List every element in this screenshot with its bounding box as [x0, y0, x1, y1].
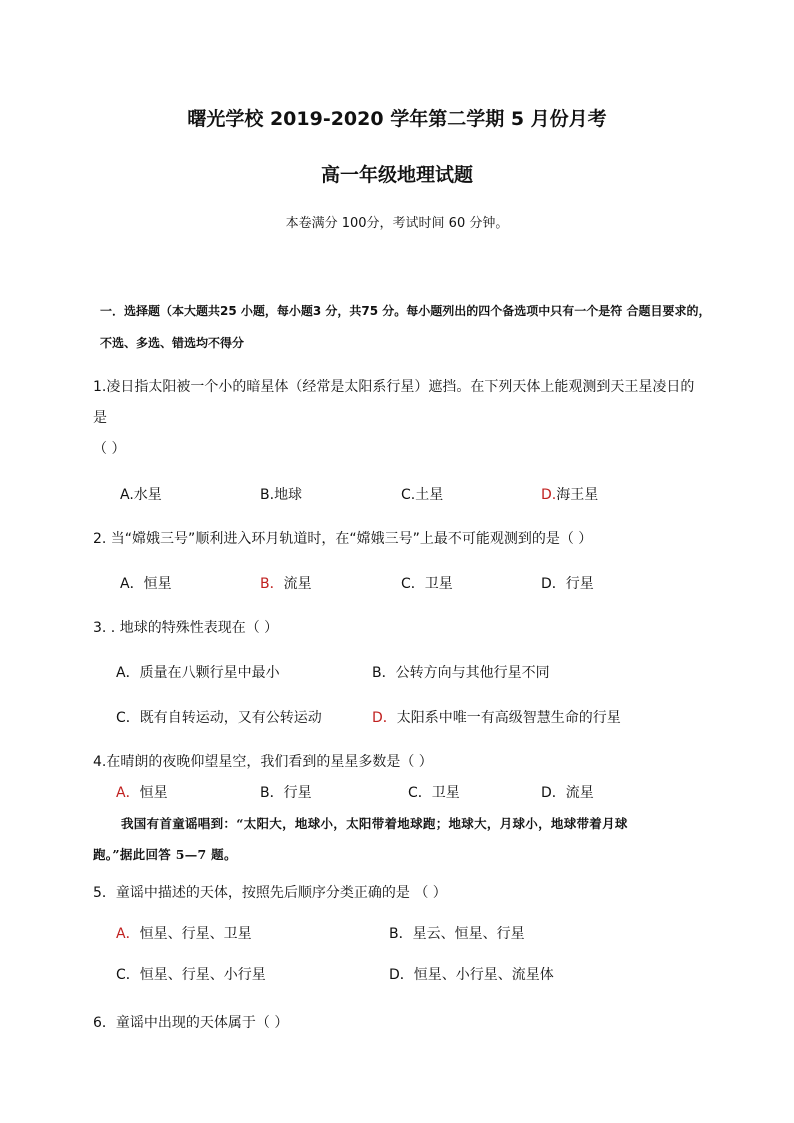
option-text: 流星 [565, 785, 594, 801]
option-letter: C． [408, 785, 432, 801]
option-letter: D． [541, 576, 566, 592]
option-text: 土星 [415, 487, 444, 503]
question-2-stem: 2. 当“嫦娥三号”顺利进入环月轨道时，在“嫦娥三号”上最不可能观测到的是（ ） [93, 531, 593, 547]
passage-line2: 跑。”据此回答 5—7 题。 [93, 847, 237, 862]
option-text: 既有自转运动，又有公转运动 [139, 710, 322, 726]
option-letter: B． [389, 926, 413, 942]
option-letter: A． [116, 665, 140, 681]
exam-info: 本卷满分 100分，考试时间 60 分钟。 [285, 216, 509, 231]
question-3-option-b [372, 662, 550, 682]
exam-subtitle: 高一年级地理试题 [320, 164, 473, 186]
option-text: 流星 [283, 576, 312, 592]
option-letter: D． [541, 785, 566, 801]
option-text: 卫星 [431, 785, 460, 801]
option-letter: C． [401, 576, 425, 592]
option-text: 水星 [133, 487, 162, 503]
question-5-option-a [116, 923, 252, 943]
exam-title: 曙光学校 2019-2020 学年第二学期 5 月份月考 [187, 108, 607, 130]
passage-line1: 我国有首童谣唱到：“太阳大，地球小，太阳带着地球跑；地球大，月球小，地球带着月球 [121, 816, 628, 831]
question-1-option-d [541, 484, 598, 504]
option-text: 海王星 [556, 487, 599, 503]
option-text: 太阳系中唯一有高级智慧生命的行星 [396, 710, 621, 726]
question-1-option-a [120, 484, 162, 504]
option-text: 星云、恒星、行星 [412, 926, 525, 942]
option-letter: B. [260, 487, 275, 503]
option-letter: C． [116, 967, 140, 983]
question-3-option-d [372, 707, 621, 727]
question-3-stem: 3. . 地球的特殊性表现在（ ） [93, 620, 279, 636]
option-letter: B． [372, 665, 396, 681]
question-2-option-d [541, 573, 594, 593]
option-letter: C． [116, 710, 140, 726]
question-5-option-d [389, 964, 554, 984]
question-1-option-b [260, 484, 302, 504]
option-letter: A． [116, 926, 140, 942]
question-5-option-b [389, 923, 525, 943]
question-3-option-a [116, 662, 280, 682]
question-5-option-c [116, 964, 266, 984]
question-1-stem-line2: 是 [93, 410, 107, 426]
option-letter: D． [389, 967, 414, 983]
option-letter: A． [116, 785, 140, 801]
option-letter: A． [120, 576, 144, 592]
question-4-option-c [408, 782, 460, 802]
option-text: 公转方向与其他行星不同 [395, 665, 550, 681]
question-4-option-b [260, 782, 312, 802]
option-letter: B． [260, 785, 284, 801]
question-6-stem: 6．童谣中出现的天体属于（ ） [93, 1015, 289, 1031]
question-5-stem: 5．童谣中描述的天体，按照先后顺序分类正确的是 （ ） [93, 885, 447, 901]
question-2-option-a [120, 573, 172, 593]
question-1-blank: （ ） [93, 441, 126, 457]
option-text: 恒星 [143, 576, 172, 592]
option-letter: C. [401, 487, 416, 503]
option-text: 卫星 [424, 576, 453, 592]
option-letter: D. [541, 487, 557, 503]
option-text: 质量在八颗行星中最小 [139, 665, 280, 681]
option-text: 行星 [283, 785, 312, 801]
question-3-option-c [116, 707, 322, 727]
question-2-option-b [260, 573, 312, 593]
option-letter: D． [372, 710, 397, 726]
option-text: 地球 [274, 487, 303, 503]
option-text: 恒星、行星、卫星 [139, 926, 252, 942]
section-heading-line1: 一．选择题（本大题共25 小题，每小题3 分，共75 分。每小题列出的四个备选项中只有一个是符 合题目要求的， [100, 304, 711, 318]
question-4-stem: 4.在晴朗的夜晚仰望星空，我们看到的星星多数是（ ） [93, 754, 433, 770]
option-letter: B． [260, 576, 284, 592]
option-text: 行星 [565, 576, 594, 592]
question-4-option-a [116, 782, 168, 802]
option-letter: A. [120, 487, 134, 503]
option-text: 恒星 [139, 785, 168, 801]
question-1-stem-line1: 1.凌日指太阳被一个小的暗星体（经常是太阳系行星）遮挡。在下列天体上能观测到天王星凌日的 [93, 379, 695, 395]
section-heading-line2: 不选、多选、错选均不得分 [100, 336, 245, 350]
question-4-option-d [541, 782, 594, 802]
question-1-option-c [401, 484, 443, 504]
question-2-option-c [401, 573, 453, 593]
option-text: 恒星、行星、小行星 [139, 967, 266, 983]
option-text: 恒星、小行星、流星体 [413, 967, 554, 983]
